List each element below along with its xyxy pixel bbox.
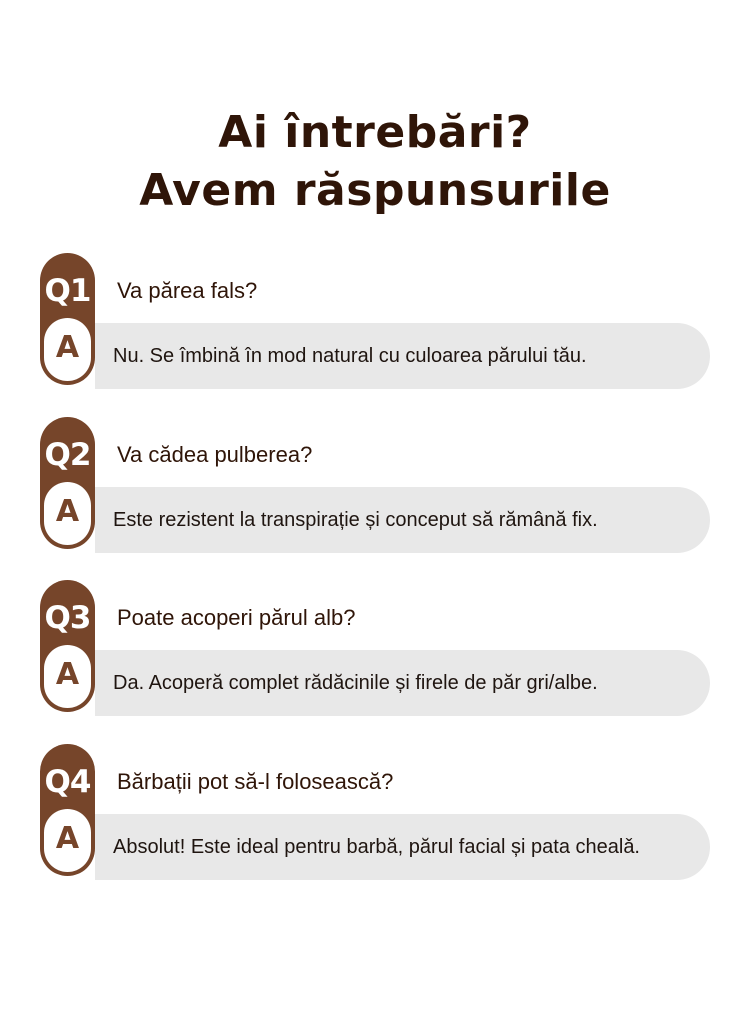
question-number: Q2 [44,437,91,473]
question-text: Va părea fals? [117,278,258,303]
answer-badge [44,809,91,872]
answer-text: Da. Acoperă complet rădăcinile și firele de păr gri/albe. [113,672,598,694]
answer-badge [44,318,91,381]
question-text: Bărbații pot să-l folosească? [117,769,394,794]
question-text: Poate acoperi părul alb? [117,605,356,630]
answer-letter: A [55,821,80,856]
answer-badge [44,645,91,708]
answer-badge [44,482,91,545]
faq-item [0,417,750,549]
page-title [0,104,750,220]
faq-badge [40,580,95,712]
answer-letter: A [55,657,80,692]
question-number: Q1 [44,273,91,309]
faq-badge [40,417,95,549]
question-text: Va cădea pulberea? [117,442,313,467]
faq-item [0,580,750,712]
answer-panel [95,814,710,880]
question-number: Q3 [44,600,91,636]
answer-panel [95,650,710,716]
answer-text: Este rezistent la transpirație și conceput să rămână fix. [113,509,598,531]
faq-item [0,744,750,876]
answer-panel [95,487,710,553]
page-title-line-2: Avem răspunsurile [139,165,611,216]
answer-panel [95,323,710,389]
answer-text: Absolut! Este ideal pentru barbă, părul facial și pata chealǎ. [113,836,640,858]
page-title-line-1: Ai întrebări? [218,107,532,158]
answer-letter: A [55,494,80,529]
faq-item [0,253,750,385]
faq-badge [40,744,95,876]
answer-letter: A [55,330,80,365]
faq-badge [40,253,95,385]
question-number: Q4 [44,764,91,800]
answer-text: Nu. Se îmbină în mod natural cu culoarea părului tău. [113,345,587,367]
